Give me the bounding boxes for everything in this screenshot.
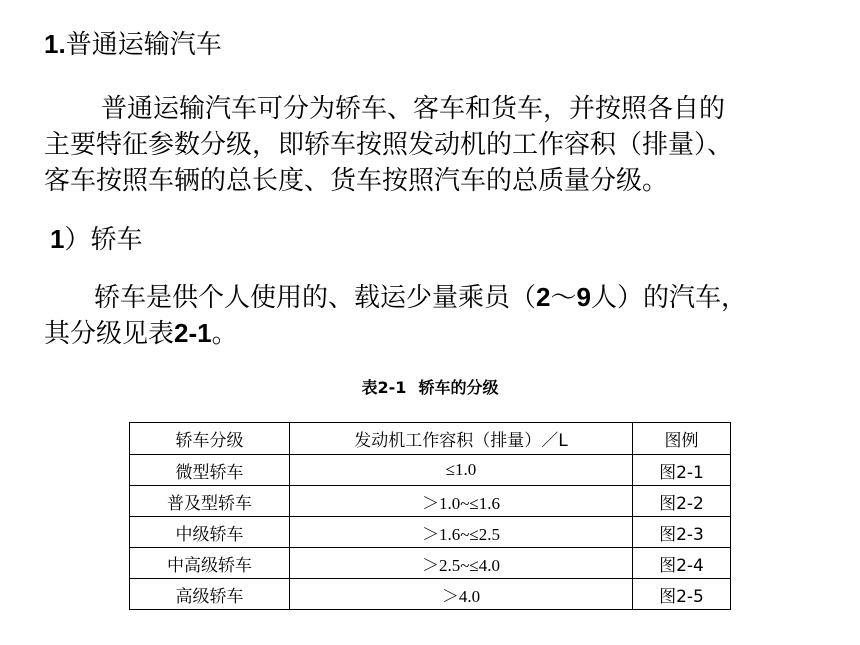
table-row	[130, 455, 731, 486]
cell-figure: 图2-4	[633, 548, 731, 579]
cell-class: 微型轿车	[130, 455, 290, 486]
cell-figure: 图2-3	[633, 517, 731, 548]
cell-displacement: ＞2.5~≤4.0	[290, 548, 633, 579]
cell-class: 普及型轿车	[130, 486, 290, 517]
range-tilde: ～	[550, 283, 577, 313]
header-displacement: 发动机工作容积（排量）／L	[290, 423, 633, 455]
header-class: 轿车分级	[130, 423, 290, 455]
table-reference: 2-1	[174, 318, 212, 348]
sedan-paragraph-line-1	[94, 279, 747, 316]
intro-line-1: 普通运输汽车可分为轿车、客车和货车，并按照各自的	[101, 94, 726, 124]
section-heading	[44, 24, 222, 65]
table-caption	[0, 377, 860, 399]
cell-displacement: ≤1.0	[290, 455, 633, 486]
section-number: 1.	[44, 29, 66, 59]
sedan-text-end: 。	[211, 319, 238, 349]
table-row	[130, 517, 731, 548]
intro-line-2: 主要特征参数分级，即轿车按照发动机的工作容积（排量）、	[44, 130, 734, 160]
cell-displacement: ＞1.6~≤2.5	[290, 517, 633, 548]
cell-displacement: ＞4.0	[290, 579, 633, 610]
sedan-text-d: 其分级见表	[44, 319, 175, 349]
cell-figure: 图2-2	[633, 486, 731, 517]
passenger-max: 9	[576, 282, 591, 312]
cell-figure: 图2-1	[633, 455, 731, 486]
table-caption-title: 轿车的分级	[418, 378, 499, 397]
cell-class: 中高级轿车	[130, 548, 290, 579]
table-row	[130, 579, 731, 610]
table-header-row	[130, 423, 731, 455]
table-row	[130, 548, 731, 579]
sedan-text-a: 轿车是供个人使用的、载运少量乘员（	[94, 283, 537, 313]
subsection-heading	[50, 221, 142, 258]
section-title: 普通运输汽车	[65, 30, 222, 60]
sedan-text-c: 人）的汽车，	[590, 283, 747, 313]
cell-class: 中级轿车	[130, 517, 290, 548]
cell-figure: 图2-5	[633, 579, 731, 610]
cell-displacement: ＞1.0~≤1.6	[290, 486, 633, 517]
passenger-min: 2	[536, 282, 551, 312]
cell-class: 高级轿车	[130, 579, 290, 610]
intro-line-3: 客车按照车辆的总长度、货车按照汽车的总质量分级。	[44, 166, 669, 196]
sedan-classification-table	[129, 422, 731, 610]
subsection-title: ）轿车	[64, 225, 143, 255]
table-row	[130, 486, 731, 517]
sedan-paragraph-line-2	[44, 315, 238, 352]
subsection-number: 1	[50, 224, 65, 254]
header-figure: 图例	[633, 423, 731, 455]
table-caption-label: 表2-1	[361, 378, 407, 397]
